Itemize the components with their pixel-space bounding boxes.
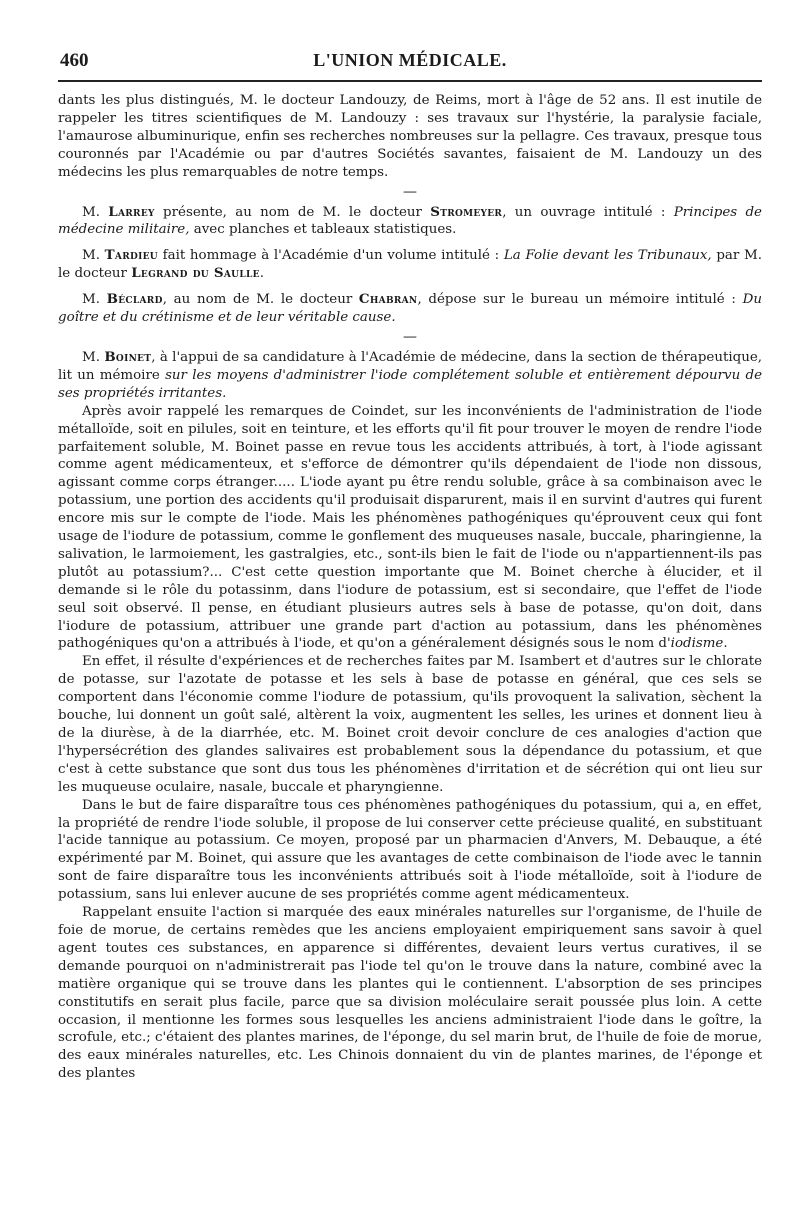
paragraph-coindet: Après avoir rappelé les remarques de Coindet, sur les inconvénients de l'administration de l'iode métalloïde, soit en pilules, soit en teinture, et les efforts qu'il fit pour trouver le moyen de rendre l'iode parfaitement soluble, M. Boinet passe en revue tous les accidents attribués, à tort, à l'iode agissant comme agent médicamenteux, et s'efforce de démontrer qu'ils dépendaient de l'iode non dissous, agissant comme corps étranger..... L'iode ayant pu être rendu soluble, grâce à sa combinaison avec le potassium, une portion des accidents qu'il produisait disparurent, mais il en survint d'autres qui furent encore mis sur le compte de l'iode. Mais les phénomènes pathogéniques qu'éprouvent ceux qui font usage de l'iodure de potassium, comme le gonflement des muqueuses nasale, buccale, pharingienne, la salivation, le larmoiement, les gastralgies, etc., sont-ils bien le fait de l'iode ou n'appartiennent-ils pas plutôt au potassium?... C'est cette question importante que M. Boinet cherche à élucider, et il demande si le rôle du potassinm, dans l'iodure de potassium, est si secondaire, que l'effet de l'iode seul soit observé. Il pense, en étudiant plusieurs autres sels à base de potasse, qu'on doit, dans l'iodure de potassium, attribuer une grande part d'action au potassium, dans les phénomènes pathogéniques qu'on a attribués à l'iode, et qu'on a généralement désignés sous le nom d'iodisme.: [58, 403, 762, 652]
paragraph-tannin: Dans le but de faire disparaître tous ces phénomènes pathogéniques du potassium, qui a, en effet, la propriété de rendre l'iode soluble, il propose de lui conserver cette précieuse qualité, en substituant l'acide tannique au potassium. Ce moyen, proposé par un pharmacien d'Anvers, M. Debauque, a été expérimenté par M. Boinet, qui assure que les avantages de cette combinaison de l'iode avec le tannin sont de faire disparaître tous les inconvénients attribués soit à l'iode métalloïde, soit à l'iodure de potassium, sans lui enlever aucune de ses propriétés comme agent médicamenteux.: [58, 797, 762, 903]
paragraph-tardieu: M. Tardieu fait hommage à l'Académie d'un volume intitulé : La Folie devant les Tribunaux, par M. le docteur Legrand du Saulle.: [58, 247, 762, 282]
author-name: Tardieu: [104, 247, 158, 264]
section-separator: —: [403, 328, 417, 345]
author-name: Larrey: [108, 203, 155, 220]
paragraph-larrey: M. Larrey présente, au nom de M. le docteur Stromeyer, un ouvrage intitulé : Principes de médecine militaire, avec planches et tableaux statistiques.: [58, 203, 762, 238]
paragraph-mineral-waters: Rappelant ensuite l'action si marquée des eaux minérales naturelles sur l'organisme, de l'huile de foie de morue, de certains remèdes que les anciens employaient empiriquement sans savoir à quel agent toutes ces substances, en apparence si différentes, devaient leurs vertus curatives, il se demande pourquoi on n'administrerait pas l'iode tel qu'on le trouve dans la nature, combiné avec la matière organique qui se trouve dans les plantes qui le contiennent. L'absorption de ses principes constitutifs en serait plus facile, parce que sa division moléculaire serait poussée plus loin. A cette occasion, il mentionne les formes sous lesquelles les anciens administraient l'iode dans le goître, la scrofule, etc.; c'étaient des plantes marines, de l'éponge, du sel marin brut, de l'huile de foie de morue, des eaux minérales naturelles, etc. Les Chinois donnaient du vin de plantes marines, de l'éponge et des plantes: [58, 905, 762, 1082]
page-header: [58, 44, 762, 82]
author-name: Stromeyer: [430, 203, 503, 220]
paragraph-beclard: M. Béclard, au nom de M. le docteur Chabran, dépose sur le bureau un mémoire intitulé : Du goître et du crétinisme et de leur véritable cause.: [58, 291, 762, 326]
book-title: Principes de médecine militaire,: [58, 204, 762, 238]
book-title: La Folie devant les Tribunaux,: [503, 248, 712, 264]
paragraph-landouzy: dants les plus distingués, M. le docteur Landouzy, de Reims, mort à l'âge de 52 ans. Il est inutile de rappeler les titres scientifiques de M. Landouzy : ses travaux sur l'hystérie, la paralysie faciale, l'amaurose albuminurique, enfin ses recherches nombreuses sur la pellagre. Ces travaux, presque tous couronnés par l'Académie ou par d'autres Sociétés savantes, faisaient de M. Landouzy un des médecins les plus remarquables de notre temps.: [58, 93, 762, 180]
memoir-title: Du goître et du crétinisme et de leur véritable cause.: [58, 292, 762, 326]
author-name: Boinet: [104, 348, 152, 365]
author-name: Legrand du Saulle: [131, 265, 260, 282]
paragraph-boinet: M. Boinet, à l'appui de sa candidature à l'Académie de médecine, dans la section de thérapeutique, lit un mémoire sur les moyens d'administrer l'iode complétement soluble et entièrement dépourvu de ses propriétés irritantes.: [58, 348, 762, 401]
author-name: Béclard: [106, 291, 163, 308]
section-separator: —: [403, 183, 417, 200]
page-number: 460: [60, 50, 89, 71]
page-body: [58, 82, 762, 1083]
author-name: Chabran: [358, 291, 418, 308]
memoir-title: sur les moyens d'administrer l'iode complétement soluble et entièrement dépourvu de ses propriétés irritantes.: [58, 367, 762, 401]
paragraph-isambert: En effet, il résulte d'expériences et de recherches faites par M. Isambert et d'autres sur le chlorate de potasse, sur l'azotate de potasse et les sels à base de potasse en général, que ces sels se comportent dans l'économie comme l'iodure de potassium, qu'ils provoquent la salivation, sèchent la bouche, lui donnent un goût salé, altèrent la voix, augmentent les selles, les urines et donnent lieu à de la diurèse, à de la diarrhée, etc. M. Boinet croit devoir conclure de ces analogies d'action que l'hypersécrétion des glandes salivaires est probablement sous la dépendance du potassium, et que c'est à cette substance que sont dus tous les phénomènes d'irritation et de sécrétion qui ont lieu sur les muqueuse oculaire, nasale, buccale et pharyngienne.: [58, 654, 762, 795]
running-title: L'UNION MÉDICALE.: [313, 50, 507, 70]
term-italic: iodisme: [670, 636, 724, 652]
